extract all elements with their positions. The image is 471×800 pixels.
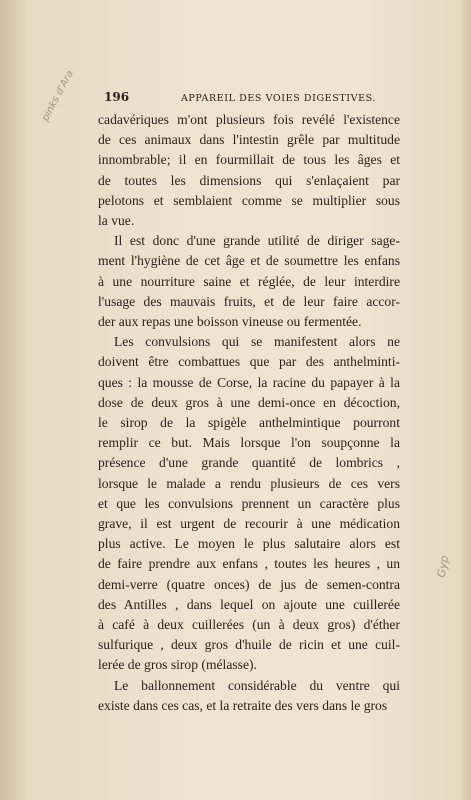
running-head: APPAREIL DES VOIES DIGESTIVES. <box>180 93 376 104</box>
text-line: lorsque le malade a rendu plusieurs de ces vers <box>98 475 400 491</box>
text-line: ques : la mousse de Corse, la racine du papayer à la <box>98 374 400 390</box>
handwritten-margin-note-right: Gyp <box>434 554 452 579</box>
page-header <box>104 90 376 104</box>
text-line: lerée de gros sirop (mélasse). <box>98 657 257 673</box>
text-line: le sirop de la spigèle anthelmintique pourront <box>98 415 400 431</box>
text-line: pelotons et semblaient comme se multiplier sous <box>98 192 400 208</box>
handwritten-margin-note-left: pinks d'Ara <box>40 68 76 124</box>
text-line: demi-verre (quatre onces) de jus de semen-contra <box>98 576 400 592</box>
text-line: plus active. Le moyen le plus salutaire alors est <box>98 536 400 552</box>
text-line: la vue. <box>98 213 135 229</box>
text-line: de ces animaux dans l'intestin grêle par multitude <box>98 132 400 148</box>
text-line: de toutes les dimensions qui s'enlaçaient par <box>98 172 400 188</box>
text-line: Il est donc d'une grande utilité de diriger sage- <box>114 233 400 249</box>
text-line: dose de deux gros à une demi-once en décoction, <box>98 394 400 410</box>
text-line: des Antilles , dans lequel on ajoute une cuillerée <box>98 596 400 612</box>
text-line: Les convulsions qui se manifestent alors ne <box>114 334 400 350</box>
text-line: Le ballonnement considérable du ventre qui <box>114 677 400 693</box>
text-line: grave, il est urgent de recourir à une médication <box>98 516 400 532</box>
text-line: à une nourriture saine et réglée, de leur interdire <box>98 273 400 289</box>
text-line: doivent être combattues que par des anthelminti- <box>98 354 400 370</box>
page-number: 196 <box>104 90 130 104</box>
text-line: ment l'hygiène de cet âge et de soumettre les enfans <box>98 253 400 269</box>
body-text <box>98 110 400 716</box>
text-line: sulfurique , deux gros d'huile de ricin et une cuil- <box>98 637 400 653</box>
text-line: et que les convulsions prennent un caractère plus <box>98 495 400 511</box>
page-edge-shadow <box>459 0 471 800</box>
text-line: cadavériques m'ont plusieurs fois revélé l'existence <box>98 112 400 127</box>
text-line: à café à deux cuillerées (un à deux gros) d'éther <box>98 617 400 633</box>
text-line: de faire prendre aux enfans , toutes les heures , un <box>98 556 400 572</box>
text-line: der aux repas une boisson vineuse ou fermentée. <box>98 314 362 330</box>
text-line: innombrable; il en fourmillait de tous les âges et <box>98 152 400 168</box>
text-line: présence d'une grande quantité de lombrics , <box>98 455 400 471</box>
text-line: l'usage des mauvais fruits, et de leur faire accor- <box>98 293 400 309</box>
text-line: remplir ce but. Mais lorsque l'on soupçonne la <box>98 435 400 451</box>
text-line: existe dans ces cas, et la retraite des vers dans le gros <box>98 697 388 713</box>
